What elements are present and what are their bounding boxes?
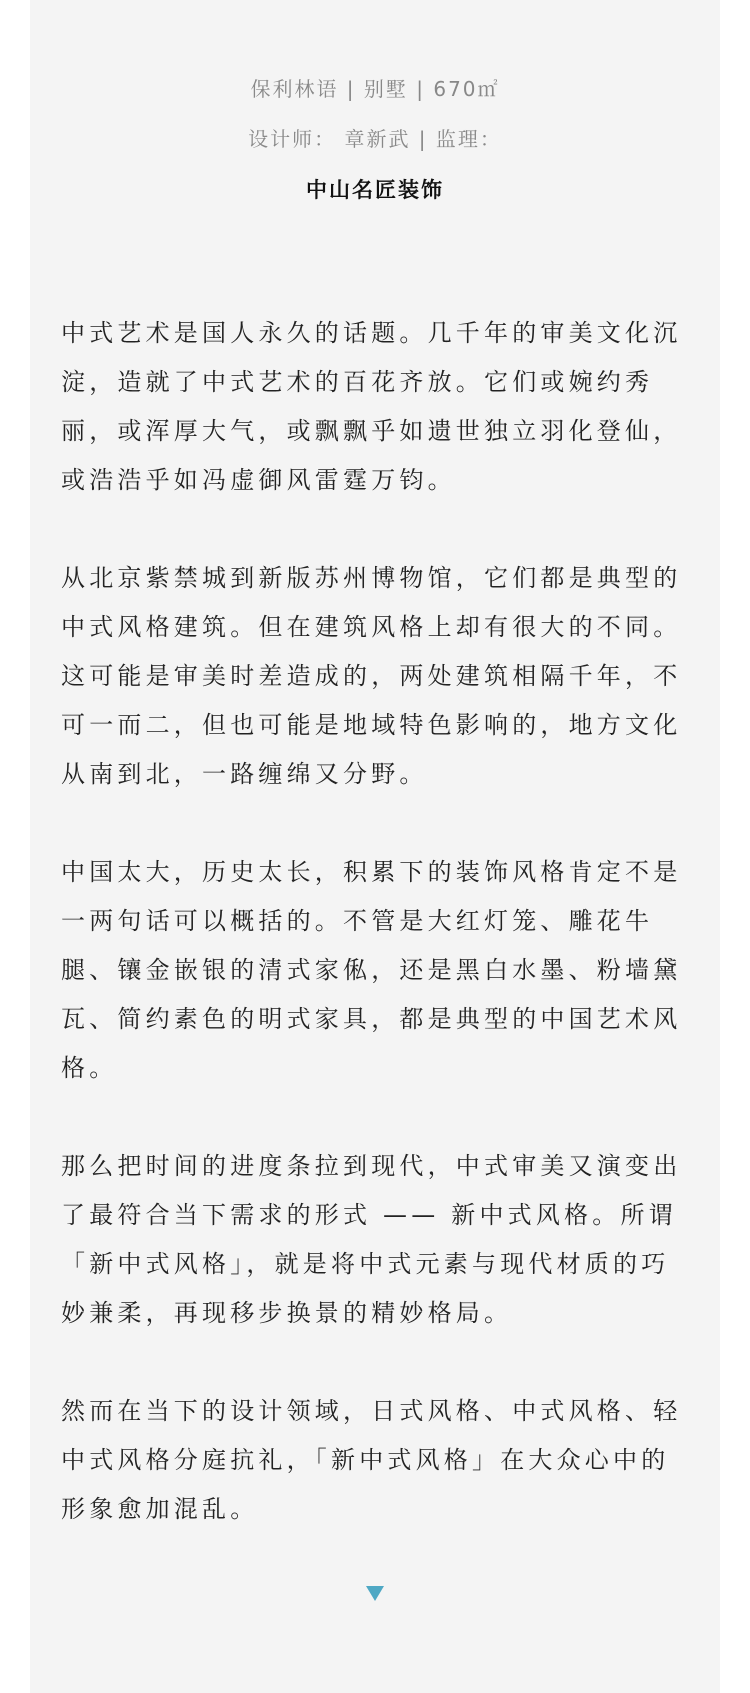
paragraph-line: 淀，造就了中式艺术的百花齐放。它们或婉约秀 [61,368,654,396]
paragraph [61,554,689,799]
paragraph-line: 可一而二，但也可能是地域特色影响的，地方文化 [61,711,682,739]
paragraph-line: 丽，或浑厚大气，或飘飘乎如遗世独立羽化登仙， [61,417,682,445]
paragraph-line: 腿、镶金嵌银的清式家俬，还是黑白水墨、粉墙黛 [61,956,682,984]
paragraph [61,309,689,505]
paragraph-line: 妙兼柔，再现移步换景的精妙格局。 [61,1299,513,1327]
paragraph-line: 格。 [61,1054,118,1082]
company-name: 中山名匠装饰 [306,178,444,202]
paragraph-line: 中式艺术是国人永久的话题。几千年的审美文化沉 [61,319,682,347]
paragraph-line: 瓦、简约素色的明式家具，都是典型的中国艺术风 [61,1005,682,1033]
paragraph-line: 中式风格建筑。但在建筑风格上却有很大的不同。 [61,613,682,641]
article-body [61,309,689,1583]
article-card [30,0,720,1693]
project-info: 保利林语 | 别墅 | 670㎡ [250,77,500,101]
designer-info: 设计师： 章新武 | 监理： [248,127,502,151]
paragraph-line: 一两句话可以概括的。不管是大红灯笼、雕花牛 [61,907,654,935]
paragraph-line: 中国太大，历史太长，积累下的装饰风格肯定不是 [61,858,682,886]
paragraph-line: 那么把时间的进度条拉到现代，中式审美又演变出 [61,1152,682,1180]
paragraph [61,1142,689,1338]
triangle-down-icon [366,1586,384,1601]
paragraph-line: 中式风格分庭抗礼，「新中式风格」在大众心中的 [61,1446,670,1474]
paragraph [61,1387,689,1534]
paragraph-line: 从南到北，一路缠绵又分野。 [61,760,428,788]
paragraph-line: 「新中式风格」，就是将中式元素与现代材质的巧 [61,1250,670,1278]
paragraph-line: 形象愈加混乱。 [61,1495,259,1523]
paragraph-line: 然而在当下的设计领域，日式风格、中式风格、轻 [61,1397,682,1425]
paragraph-line: 从北京紫禁城到新版苏州博物馆，它们都是典型的 [61,564,682,592]
paragraph-line: 了最符合当下需求的形式 —— 新中式风格。所谓 [61,1201,677,1229]
paragraph [61,848,689,1093]
paragraph-line: 这可能是审美时差造成的，两处建筑相隔千年，不 [61,662,682,690]
paragraph-line: 或浩浩乎如冯虚御风雷霆万钧。 [61,466,456,494]
